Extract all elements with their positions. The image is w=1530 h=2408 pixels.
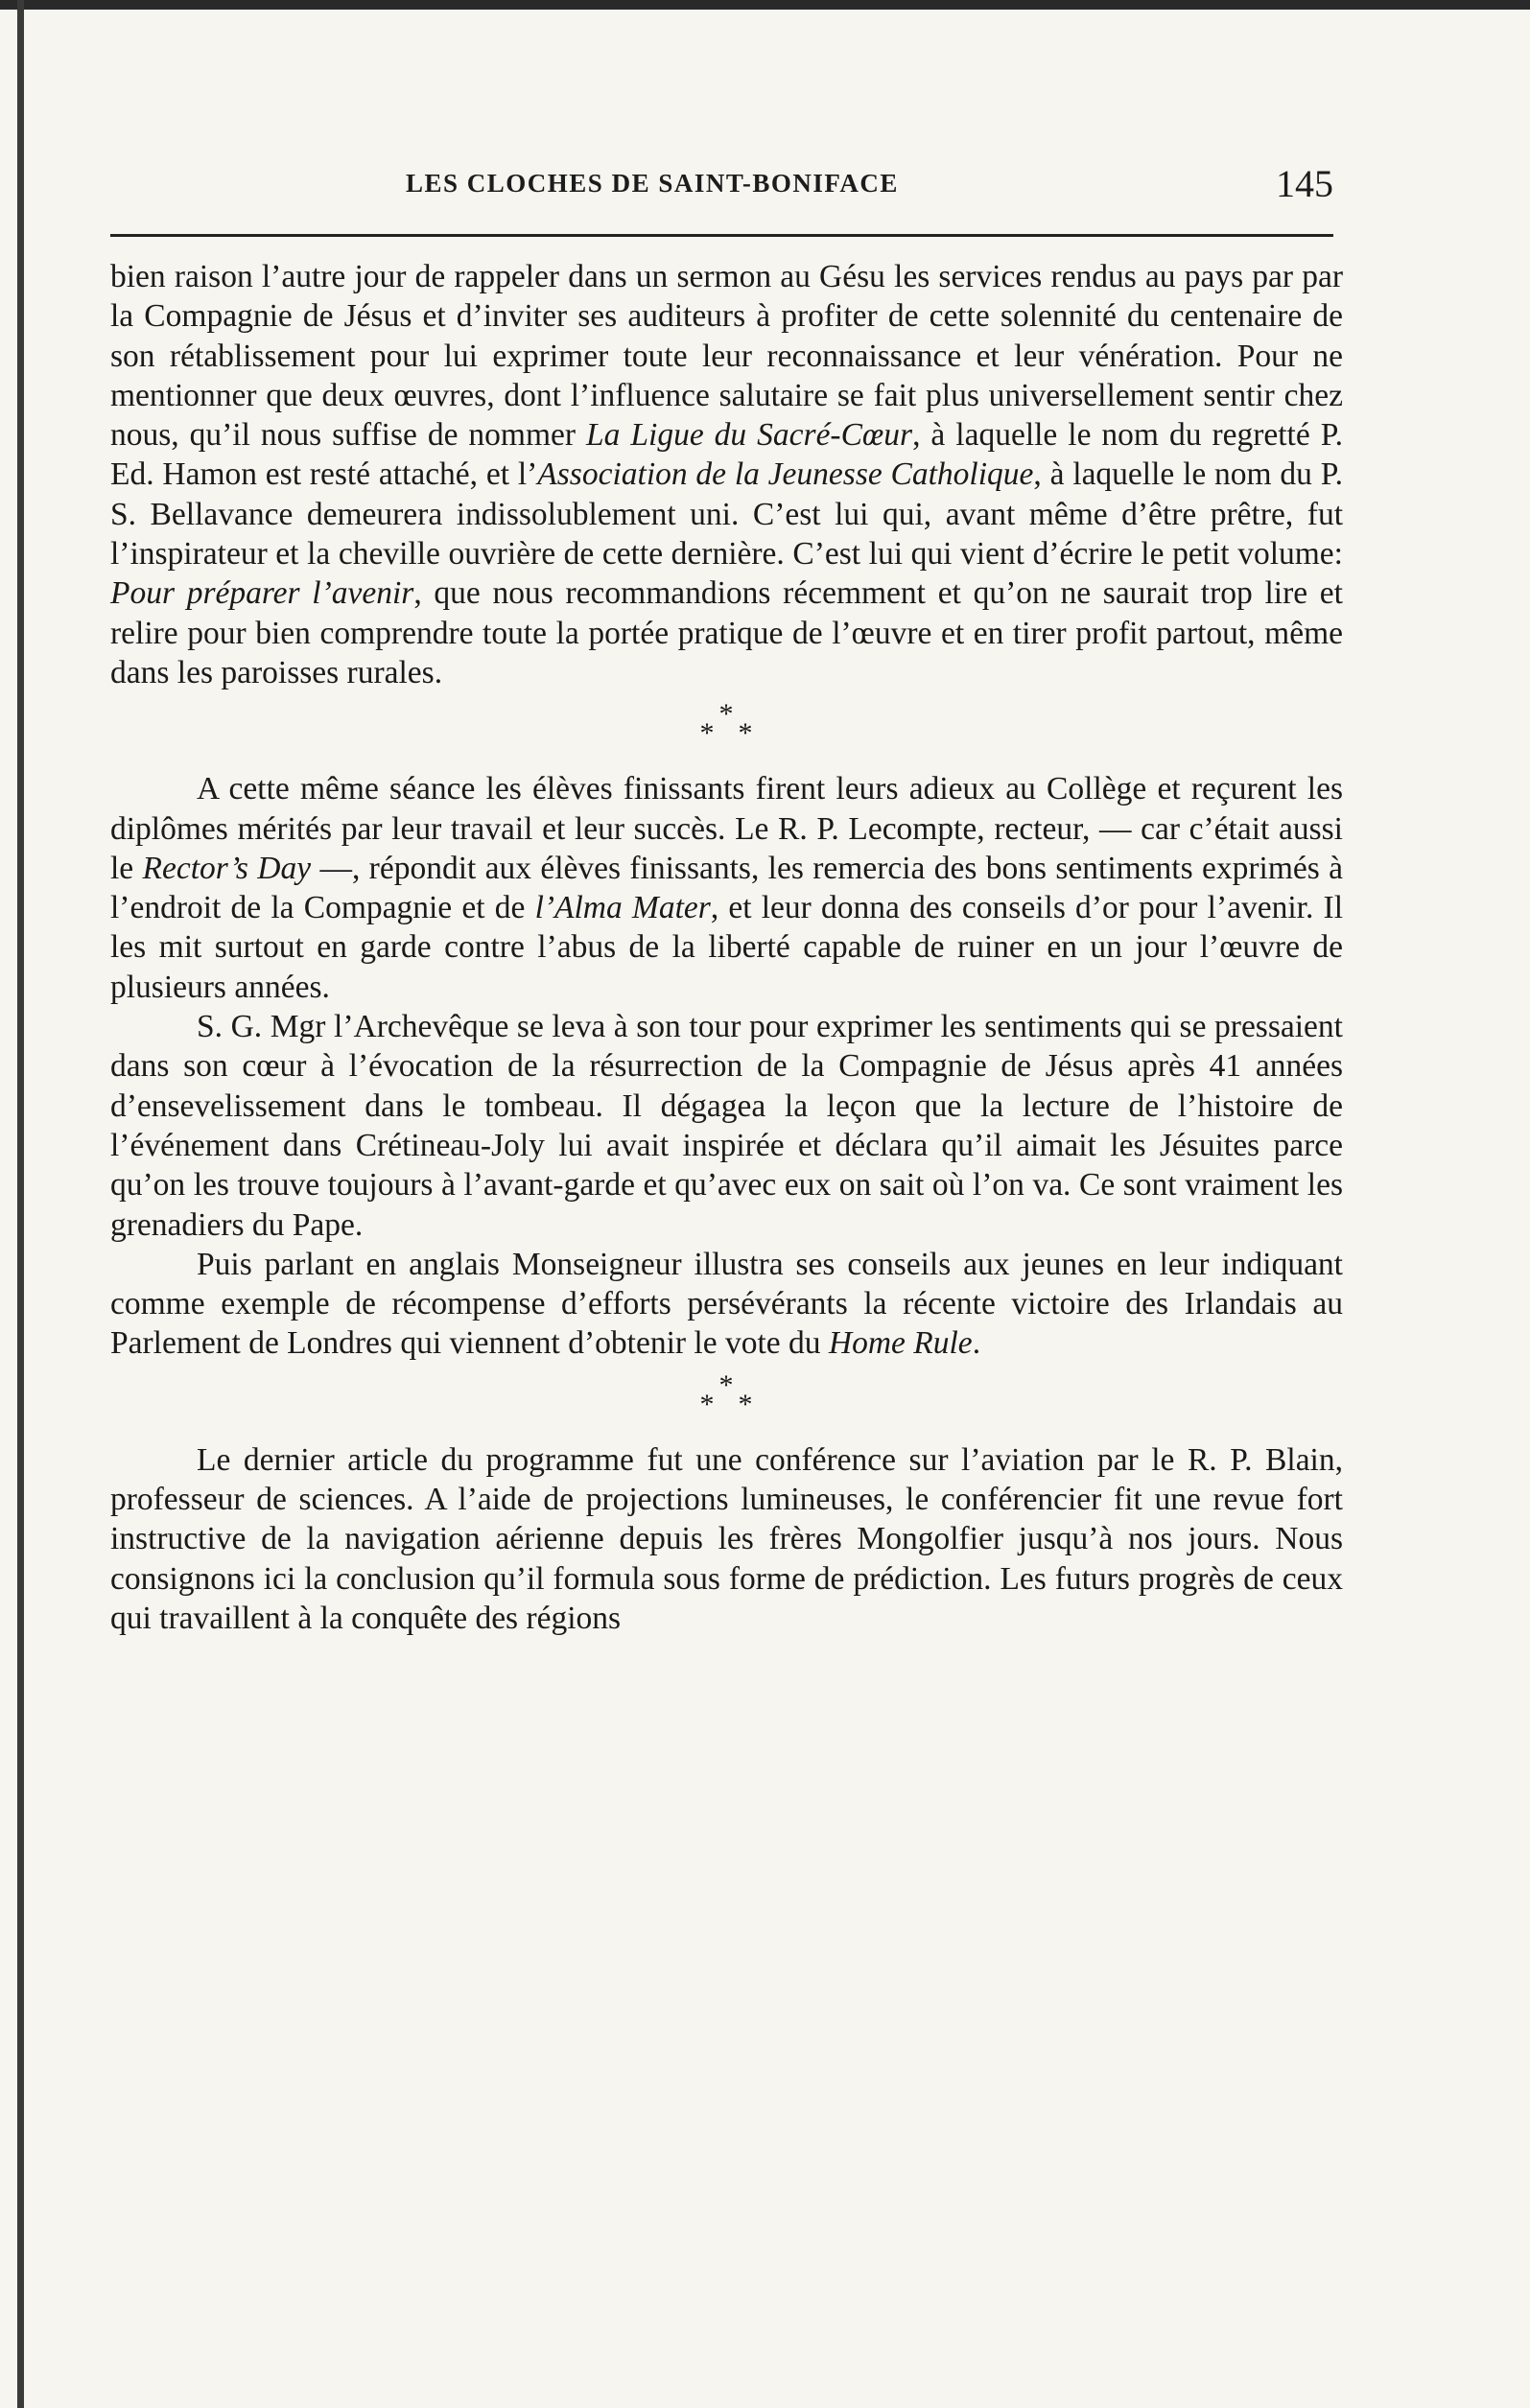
title-ligue-sacre-coeur: La Ligue du Sacré-Cœur (586, 417, 913, 454)
page-header (110, 161, 1333, 209)
page-number: 145 (1276, 162, 1333, 205)
paragraph-1-text-b: , à laquelle le nom du regretté P. Ed. Hamon est resté attaché, et l’ (110, 417, 1343, 493)
running-title: LES CLOCHES DE SAINT-BONIFACE (406, 169, 899, 198)
paragraph-2-text-c: , et leur donna des conseils d’or pour l’avenir. Il les mit surtout en garde contre l’abus de la liberté capable de ruiner en un jour l’œuvre de plusieurs années. (110, 890, 1344, 1005)
left-edge-shadow (17, 0, 24, 2408)
title-association-jeunesse: Association de la Jeunesse Catholique (537, 456, 1034, 493)
paragraph-1-text-d: , que nous recommandions récemment et qu’on ne saurait trop lire et relire pour bien comprendre toute la portée pratique de l’œuvre et en tirer profit partout, même dans les paroisses rurales. (110, 575, 1343, 690)
paragraph-2 (110, 769, 1343, 1007)
paragraph-2-text-b: —, répondit aux élèves finissants, les remercia des bons sentiments exprimés à l’endroit de la Compagnie et de (110, 850, 1344, 926)
paragraph-2-text-a: A cette même séance les élèves finissants firent leurs adieux au Collège et reçurent les diplômes mérités par leur travail et leur succès. Le R. P. Lecompte, recteur, — car c’était aussi le (110, 771, 1343, 886)
section-separator-2: * * * (699, 1368, 753, 1420)
paragraph-4-text-b: . (972, 1325, 981, 1362)
term-alma-mater: l’Alma Mater (534, 890, 711, 926)
term-home-rule: Home Rule (828, 1325, 973, 1362)
paragraph-5: Le dernier article du programme fut une conférence sur l’aviation par le R. P. Blain, professeur de sciences. A l’aide de projections lumineuses, le conférencier fit une revue fort instructive de la navigation aérienne depuis les frères Mongolfier jusqu’à nos jours. Nous consignons ici la conclusion qu’il formula sous forme de prédiction. Les futurs progrès de ceux qui travaillent à la conquête des régions (110, 1441, 1343, 1636)
section-separator-1: * * * (699, 698, 753, 750)
paragraph-4 (110, 1245, 1343, 1364)
paragraph-1-text-a: bien raison l’autre jour de rappeler dans un sermon au Gésu les services rendus au pays par par la Compagnie de Jésus et d’inviter ses auditeurs à profiter de cette solennité du centenaire de son rétablissement pour lui exprimer toute leur reconnaissance et leur vénération. Pour ne mentionner que deux œuvres, dont l’influence salutaire se fait plus universellement sentir chez nous, qu’il nous suffise de nommer (110, 259, 1343, 454)
paragraph-3: S. G. Mgr l’Archevêque se leva à son tour pour exprimer les sentiments qui se pressaient dans son cœur à l’évocation de la résurrection de la Compagnie de Jésus après 41 années d’ensevelissement dans le tombeau. Il dégagea la leçon que la lecture de l’histoire de l’événement dans Crétineau-Joly lui avait inspirée et déclara qu’il aimait les Jésuites parce qu’on les trouve toujours à l’avant-garde et qu’avec eux on sait où l’on va. Ce sont vraiment les grenadiers du Pape. (110, 1009, 1343, 1243)
term-rectors-day: Rector’s Day (142, 850, 312, 886)
paragraph-4-text-a: Puis parlant en anglais Monseigneur illustra ses conseils aux jeunes en leur indiquant comme exemple de récompense d’efforts persévérants la récente victoire des Irlandais au Parlement de Londres qui viennent d’obtenir le vote du (110, 1246, 1343, 1362)
paragraph-1 (110, 257, 1343, 692)
body-text (110, 257, 1343, 1638)
paragraph-1-text-c: , à laquelle le nom du P. S. Bellavance demeurera indissolublement uni. C’est lui qui, avant même d’être prêtre, fut l’inspirateur et la cheville ouvrière de cette dernière. C’est lui qui vient d’écrire le petit volume: (110, 456, 1343, 573)
top-edge-shadow (0, 0, 1530, 10)
header-rule (110, 234, 1333, 237)
title-preparer-avenir: Pour préparer l’avenir (110, 575, 414, 612)
